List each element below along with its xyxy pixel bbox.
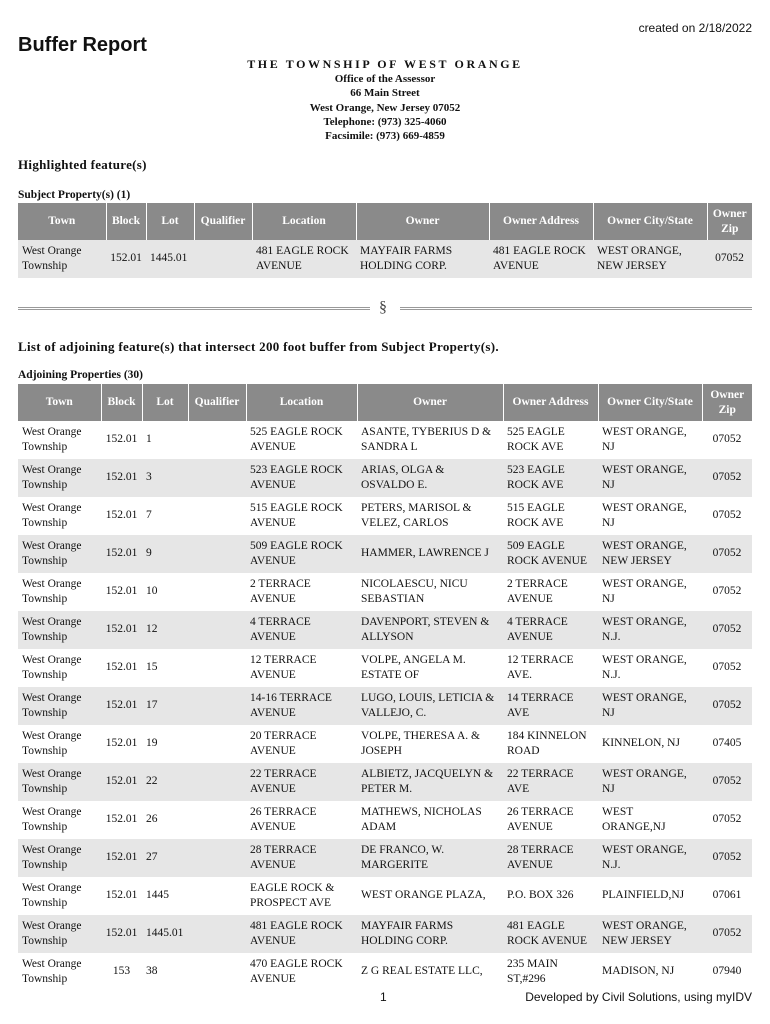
cell-owner-address: 12 TERRACE AVE. bbox=[507, 653, 574, 681]
cell-owner-address: 523 EAGLE ROCK AVE bbox=[503, 459, 598, 497]
cell-owner: DE FRANCO, W. MARGERITE bbox=[357, 839, 503, 877]
cell-qualifier bbox=[188, 649, 246, 687]
table-row bbox=[18, 953, 752, 991]
cell-lot: 1445.01 bbox=[146, 240, 194, 278]
cell-block: 152.01 bbox=[101, 535, 142, 573]
col-header-lot: Lot bbox=[142, 384, 188, 421]
cell-town: West Orange Township bbox=[22, 577, 82, 605]
section-divider bbox=[18, 300, 752, 316]
adjoining-count: Adjoining Properties (30) bbox=[18, 369, 144, 381]
cell-owner: MAYFAIR FARMS HOLDING CORP. bbox=[357, 915, 503, 953]
cell-block: 152.01 bbox=[105, 585, 138, 598]
cell-owner: HAMMER, LAWRENCE J bbox=[357, 535, 503, 573]
cell-owner-address: 2 TERRACE AVENUE bbox=[507, 577, 568, 605]
cell-owner-address: 26 TERRACE AVENUE bbox=[507, 805, 574, 833]
cell-qualifier bbox=[194, 240, 252, 278]
cell-owner-address: 515 EAGLE ROCK AVE bbox=[507, 501, 565, 529]
cell-lot: 7 bbox=[146, 509, 152, 522]
cell-owner-zip: 07052 bbox=[712, 585, 742, 598]
subject-header-row bbox=[18, 203, 752, 240]
table-row bbox=[18, 459, 752, 497]
cell-block: 153 bbox=[112, 965, 131, 978]
table-row bbox=[18, 725, 752, 763]
col-header-qualifier: Qualifier bbox=[194, 203, 252, 240]
cell-owner-address: P.O. BOX 326 bbox=[507, 889, 574, 902]
cell-owner-zip: 07052 bbox=[702, 611, 752, 649]
cell-location: 481 EAGLE ROCK AVENUE bbox=[246, 915, 357, 953]
cell-block: 152.01 bbox=[101, 459, 142, 497]
cell-owner: VOLPE, ANGELA M. ESTATE OF bbox=[361, 653, 466, 681]
cell-owner: ASANTE, TYBERIUS D & SANDRA L bbox=[361, 425, 492, 453]
cell-location: 28 TERRACE AVENUE bbox=[246, 839, 357, 877]
cell-town: West Orange Township bbox=[18, 763, 101, 801]
township-name: THE TOWNSHIP OF WEST ORANGE bbox=[247, 57, 523, 71]
cell-owner-city: WEST ORANGE, NJ bbox=[598, 687, 702, 725]
col-header-lot: Lot bbox=[146, 203, 194, 240]
cell-owner-city: WEST ORANGE, N.J. bbox=[602, 653, 687, 681]
cell-owner-city: WEST ORANGE, NJ bbox=[598, 459, 702, 497]
cell-lot: 19 bbox=[146, 737, 158, 750]
cell-owner-city: MADISON, NJ bbox=[602, 965, 675, 978]
cell-location: 2 TERRACE AVENUE bbox=[250, 577, 311, 605]
col-header-owner-address: Owner Address bbox=[503, 384, 598, 421]
cell-owner: NICOLAESCU, NICU SEBASTIAN bbox=[361, 577, 468, 605]
developer-credit: Developed by Civil Solutions, using myIDV bbox=[525, 990, 752, 1004]
cell-town: West Orange Township bbox=[22, 501, 82, 529]
cell-owner-address: 22 TERRACE AVE bbox=[503, 763, 598, 801]
table-row bbox=[18, 877, 752, 915]
cell-qualifier bbox=[188, 915, 246, 953]
table-row bbox=[18, 649, 752, 687]
cell-owner: LUGO, LOUIS, LETICIA & VALLEJO, C. bbox=[357, 687, 503, 725]
cell-owner-zip: 07061 bbox=[712, 889, 742, 902]
cell-lot: 1 bbox=[146, 433, 152, 446]
cell-town: West Orange Township bbox=[22, 805, 82, 833]
cell-owner: MAYFAIR FARMS HOLDING CORP. bbox=[356, 240, 489, 278]
cell-lot: 26 bbox=[146, 813, 158, 826]
office-address: 66 Main Street bbox=[350, 87, 420, 100]
cell-owner-address: 4 TERRACE AVENUE bbox=[503, 611, 598, 649]
col-header-town: Town bbox=[18, 203, 106, 240]
cell-town: West Orange Township bbox=[18, 915, 101, 953]
col-header-owner-zip: Owner Zip bbox=[702, 384, 752, 421]
table-row bbox=[18, 687, 752, 725]
cell-owner: VOLPE, THERESA A. & JOSEPH bbox=[361, 729, 480, 757]
cell-location: 12 TERRACE AVENUE bbox=[250, 653, 317, 681]
cell-owner-zip: 07052 bbox=[712, 813, 742, 826]
col-header-qualifier: Qualifier bbox=[188, 384, 246, 421]
col-header-owner-city: Owner City/State bbox=[598, 384, 702, 421]
cell-location: 515 EAGLE ROCK AVENUE bbox=[250, 501, 343, 529]
cell-lot: 38 bbox=[146, 965, 158, 978]
table-row bbox=[18, 915, 752, 953]
cell-town: West Orange Township bbox=[18, 535, 101, 573]
cell-block: 152.01 bbox=[101, 839, 142, 877]
cell-lot: 10 bbox=[146, 585, 158, 598]
adjoining-table bbox=[18, 384, 752, 991]
cell-owner-zip: 07052 bbox=[712, 509, 742, 522]
cell-qualifier bbox=[188, 497, 246, 535]
subject-heading: Subject Property(s) (1) bbox=[18, 189, 131, 201]
col-header-owner: Owner bbox=[357, 384, 503, 421]
cell-town: West Orange Township bbox=[18, 459, 101, 497]
cell-owner-address: 14 TERRACE AVE bbox=[503, 687, 598, 725]
cell-lot: 1445 bbox=[146, 889, 169, 902]
cell-town: West Orange Township bbox=[18, 687, 101, 725]
cell-owner-address: 184 KINNELON ROAD bbox=[507, 729, 587, 757]
divider-line-right bbox=[400, 307, 752, 310]
cell-owner-zip: 07052 bbox=[702, 459, 752, 497]
cell-qualifier bbox=[188, 573, 246, 611]
created-date: created on 2/18/2022 bbox=[638, 21, 752, 35]
cell-qualifier bbox=[188, 839, 246, 877]
cell-location: 4 TERRACE AVENUE bbox=[246, 611, 357, 649]
cell-owner: DAVENPORT, STEVEN & ALLYSON bbox=[357, 611, 503, 649]
cell-owner-city: WEST ORANGE, NEW JERSEY bbox=[598, 535, 702, 573]
assessor-header bbox=[0, 57, 770, 143]
cell-qualifier bbox=[188, 611, 246, 649]
cell-block: 152.01 bbox=[101, 763, 142, 801]
cell-owner: PETERS, MARISOL & VELEZ, CARLOS bbox=[361, 501, 472, 529]
cell-owner-address: 28 TERRACE AVENUE bbox=[503, 839, 598, 877]
cell-owner-zip: 07052 bbox=[707, 240, 752, 278]
cell-lot: 9 bbox=[142, 535, 188, 573]
col-header-location: Location bbox=[246, 384, 357, 421]
cell-owner-city: WEST ORANGE, NJ bbox=[602, 425, 687, 453]
cell-lot: 12 bbox=[142, 611, 188, 649]
cell-owner-city: WEST ORANGE, N.J. bbox=[598, 611, 702, 649]
cell-owner-zip: 07405 bbox=[712, 737, 742, 750]
cell-owner-address: 509 EAGLE ROCK AVENUE bbox=[503, 535, 598, 573]
cell-owner-city: WEST ORANGE, NJ bbox=[602, 577, 687, 605]
cell-lot: 17 bbox=[142, 687, 188, 725]
highlighted-heading: Highlighted feature(s) bbox=[18, 157, 147, 172]
cell-block: 152.01 bbox=[105, 509, 138, 522]
cell-block: 152.01 bbox=[101, 687, 142, 725]
cell-owner-city: WEST ORANGE, NEW JERSEY bbox=[593, 240, 707, 278]
cell-qualifier bbox=[188, 801, 246, 839]
cell-lot: 1445.01 bbox=[142, 915, 188, 953]
col-header-owner-address: Owner Address bbox=[489, 203, 593, 240]
cell-owner: WEST ORANGE PLAZA, bbox=[361, 889, 486, 902]
cell-location: 523 EAGLE ROCK AVENUE bbox=[246, 459, 357, 497]
office-telephone: Telephone: (973) 325-4060 bbox=[323, 115, 447, 128]
cell-block: 152.01 bbox=[105, 433, 138, 446]
cell-owner-zip: 07940 bbox=[712, 965, 742, 978]
cell-owner: ALBIETZ, JACQUELYN & PETER M. bbox=[357, 763, 503, 801]
cell-block: 152.01 bbox=[105, 737, 138, 750]
office-facsimile: Facsimile: (973) 669-4859 bbox=[325, 130, 445, 143]
cell-location: 26 TERRACE AVENUE bbox=[250, 805, 317, 833]
cell-qualifier bbox=[188, 687, 246, 725]
cell-town: West Orange Township bbox=[22, 881, 82, 909]
cell-qualifier bbox=[188, 763, 246, 801]
cell-qualifier bbox=[188, 725, 246, 763]
cell-owner-city: WEST ORANGE,NJ bbox=[602, 805, 666, 833]
table-row bbox=[18, 240, 752, 278]
cell-town: West Orange Township bbox=[22, 957, 82, 985]
cell-block: 152.01 bbox=[105, 889, 138, 902]
cell-location: 509 EAGLE ROCK AVENUE bbox=[246, 535, 357, 573]
cell-owner: MATHEWS, NICHOLAS ADAM bbox=[361, 805, 482, 833]
cell-owner: ARIAS, OLGA & OSVALDO E. bbox=[357, 459, 503, 497]
adjoining-heading: List of adjoining feature(s) that intersect 200 foot buffer from Subject Property(s). bbox=[18, 339, 499, 354]
cell-owner-city: PLAINFIELD,NJ bbox=[602, 889, 685, 902]
table-row bbox=[18, 801, 752, 839]
cell-town: West Orange Township bbox=[22, 729, 82, 757]
cell-lot: 27 bbox=[142, 839, 188, 877]
cell-location: EAGLE ROCK & PROSPECT AVE bbox=[250, 881, 335, 909]
cell-location: 22 TERRACE AVENUE bbox=[246, 763, 357, 801]
table-row bbox=[18, 611, 752, 649]
cell-lot: 3 bbox=[142, 459, 188, 497]
table-row bbox=[18, 573, 752, 611]
cell-town: West Orange Township bbox=[18, 240, 106, 278]
cell-lot: 15 bbox=[146, 661, 158, 674]
cell-location: 14-16 TERRACE AVENUE bbox=[246, 687, 357, 725]
cell-owner-zip: 07052 bbox=[702, 763, 752, 801]
cell-owner-zip: 07052 bbox=[702, 915, 752, 953]
col-header-owner: Owner bbox=[356, 203, 489, 240]
section-symbol: § bbox=[379, 299, 387, 316]
cell-block: 152.01 bbox=[105, 813, 138, 826]
cell-owner-city: WEST ORANGE, N.J. bbox=[598, 839, 702, 877]
cell-qualifier bbox=[188, 877, 246, 915]
divider-line-left bbox=[18, 307, 370, 310]
cell-owner-zip: 07052 bbox=[702, 839, 752, 877]
cell-owner-address: 481 EAGLE ROCK AVENUE bbox=[503, 915, 598, 953]
subject-table bbox=[18, 203, 752, 278]
cell-town: West Orange Township bbox=[18, 839, 101, 877]
cell-block: 152.01 bbox=[101, 915, 142, 953]
col-header-town: Town bbox=[18, 384, 101, 421]
cell-owner-zip: 07052 bbox=[712, 433, 742, 446]
office-name: Office of the Assessor bbox=[334, 73, 436, 85]
cell-block: 152.01 bbox=[105, 661, 138, 674]
cell-owner-zip: 07052 bbox=[702, 687, 752, 725]
cell-location: 525 EAGLE ROCK AVENUE bbox=[250, 425, 343, 453]
cell-location: 470 EAGLE ROCK AVENUE bbox=[250, 957, 343, 985]
table-row bbox=[18, 421, 752, 459]
cell-location: 20 TERRACE AVENUE bbox=[250, 729, 317, 757]
cell-owner-address: 235 MAIN ST,#296 bbox=[507, 957, 558, 985]
office-city: West Orange, New Jersey 07052 bbox=[309, 101, 461, 114]
page-number: 1 bbox=[380, 990, 387, 1004]
cell-lot: 22 bbox=[142, 763, 188, 801]
cell-owner-city: WEST ORANGE, NJ bbox=[598, 763, 702, 801]
cell-owner-address: 481 EAGLE ROCK AVENUE bbox=[489, 240, 593, 278]
cell-town: West Orange Township bbox=[22, 653, 82, 681]
table-row bbox=[18, 839, 752, 877]
col-header-location: Location bbox=[252, 203, 356, 240]
cell-location: 481 EAGLE ROCK AVENUE bbox=[252, 240, 356, 278]
cell-owner: Z G REAL ESTATE LLC, bbox=[361, 965, 483, 978]
adjoining-header-row bbox=[18, 384, 752, 421]
cell-qualifier bbox=[188, 535, 246, 573]
table-row bbox=[18, 763, 752, 801]
cell-owner-city: WEST ORANGE, NJ bbox=[602, 501, 687, 529]
cell-qualifier bbox=[188, 459, 246, 497]
col-header-block: Block bbox=[106, 203, 146, 240]
cell-owner-zip: 07052 bbox=[712, 661, 742, 674]
col-header-owner-zip: Owner Zip bbox=[707, 203, 752, 240]
cell-town: West Orange Township bbox=[22, 425, 82, 453]
cell-owner-city: WEST ORANGE, NEW JERSEY bbox=[598, 915, 702, 953]
cell-town: West Orange Township bbox=[18, 611, 101, 649]
cell-owner-city: KINNELON, NJ bbox=[602, 737, 680, 750]
cell-qualifier bbox=[188, 953, 246, 991]
cell-owner-address: 525 EAGLE ROCK AVE bbox=[507, 425, 565, 453]
cell-qualifier bbox=[188, 421, 246, 459]
table-row bbox=[18, 497, 752, 535]
table-row bbox=[18, 535, 752, 573]
col-header-owner-city: Owner City/State bbox=[593, 203, 707, 240]
cell-block: 152.01 bbox=[101, 611, 142, 649]
cell-owner-zip: 07052 bbox=[702, 535, 752, 573]
col-header-block: Block bbox=[101, 384, 142, 421]
report-title: Buffer Report bbox=[18, 34, 147, 56]
cell-block: 152.01 bbox=[106, 240, 146, 278]
